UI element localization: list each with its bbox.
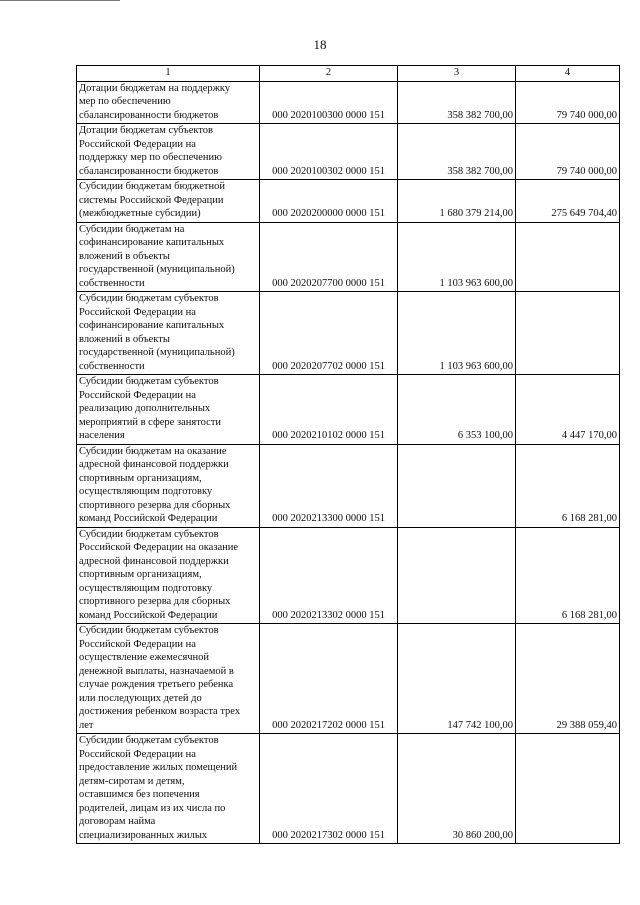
- row-code: 000 2020200000 0000 151: [260, 180, 398, 223]
- row-name: Субсидии бюджетам субъектов Российской Федерации на оказание адресной финансовой поддержки спортивным организациям, осуществляющим подготовку спортивного резерва для сборных команд Российской Федерации: [79, 528, 239, 621]
- row-value-col3: [398, 444, 516, 527]
- page-number: 18: [313, 37, 327, 52]
- row-name-cell: [77, 124, 260, 180]
- header-row: [77, 66, 620, 82]
- row-value-col4: 79 740 000,00: [516, 81, 620, 124]
- header-col-3: 3: [398, 66, 516, 82]
- row-code: 000 2020217202 0000 151: [260, 624, 398, 734]
- row-value-col4: 79 740 000,00: [516, 124, 620, 180]
- row-value-col3: [398, 527, 516, 624]
- header-col-4: 4: [516, 66, 620, 82]
- row-value-col3: 358 382 700,00: [398, 124, 516, 180]
- row-name-cell: [77, 624, 260, 734]
- table-row: [77, 375, 620, 445]
- row-name-cell: [77, 444, 260, 527]
- row-code: 000 2020207700 0000 151: [260, 222, 398, 292]
- row-code: 000 2020100300 0000 151: [260, 81, 398, 124]
- row-name: Дотации бюджетам субъектов Российской Федерации на поддержку мер по обеспечению сбалансированности бюджетов: [79, 125, 222, 177]
- row-value-col4: [516, 734, 620, 844]
- table-row: [77, 222, 620, 292]
- header-col-2: 2: [260, 66, 398, 82]
- row-code: 000 2020210102 0000 151: [260, 375, 398, 445]
- row-name-cell: [77, 527, 260, 624]
- table-row: [77, 81, 620, 124]
- row-value-col3: 147 742 100,00: [398, 624, 516, 734]
- row-value-col3: 30 860 200,00: [398, 734, 516, 844]
- row-code: 000 2020217302 0000 151: [260, 734, 398, 844]
- row-value-col4: [516, 292, 620, 375]
- row-code: 000 2020207702 0000 151: [260, 292, 398, 375]
- row-name: Субсидии бюджетам бюджетной системы Российской Федерации (межбюджетные субсидии): [79, 181, 225, 219]
- table-row: [77, 624, 620, 734]
- table-row: [77, 734, 620, 844]
- table-row: [77, 527, 620, 624]
- header-col-1: 1: [77, 66, 260, 82]
- row-value-col3: 358 382 700,00: [398, 81, 516, 124]
- row-code: 000 2020213300 0000 151: [260, 444, 398, 527]
- budget-table: [76, 65, 620, 844]
- row-name: Субсидии бюджетам субъектов Российской Федерации на реализацию дополнительных мероприятий в сфере занятости населения: [79, 376, 222, 441]
- row-name: Субсидии бюджетам субъектов Российской Федерации на осуществление ежемесячной денежной выплаты, назначаемой в случае рождения третьего ребенка или последующих детей до достижения ребенком возраста трех лет: [79, 625, 241, 731]
- row-name: Субсидии бюджетам субъектов Российской Федерации на предоставление жилых помещений детям-сиротам и детям, оставшимся без попечения родителей, лицам из их числа по договорам найма специализированных жилых: [79, 735, 238, 841]
- row-value-col4: 275 649 704,40: [516, 180, 620, 223]
- row-value-col3: 1 103 963 600,00: [398, 292, 516, 375]
- table-row: [77, 292, 620, 375]
- row-name-cell: [77, 292, 260, 375]
- row-name: Субсидии бюджетам на оказание адресной финансовой поддержки спортивным организациям, осуществляющим подготовку спортивного резерва для сборных команд Российской Федерации: [79, 445, 231, 524]
- row-name: Субсидии бюджетам на софинансирование капитальных вложений в объекты государственной (муниципальной) собственности: [79, 223, 235, 289]
- row-name-cell: [77, 222, 260, 292]
- table-row: [77, 444, 620, 527]
- row-code: 000 2020213302 0000 151: [260, 527, 398, 624]
- row-code: 000 2020100302 0000 151: [260, 124, 398, 180]
- table-row: [77, 180, 620, 223]
- row-name-cell: [77, 81, 260, 124]
- row-name-cell: [77, 180, 260, 223]
- row-value-col4: 6 168 281,00: [516, 527, 620, 624]
- row-value-col3: 6 353 100,00: [398, 375, 516, 445]
- row-value-col4: [516, 222, 620, 292]
- row-name: Дотации бюджетам на поддержку мер по обеспечению сбалансированности бюджетов: [79, 82, 231, 121]
- row-value-col3: 1 103 963 600,00: [398, 222, 516, 292]
- row-value-col3: 1 680 379 214,00: [398, 180, 516, 223]
- table-header: [77, 66, 620, 82]
- table-row: [77, 124, 620, 180]
- row-name-cell: [77, 375, 260, 445]
- scan-edge-mark: [0, 0, 120, 7]
- row-name: Субсидии бюджетам субъектов Российской Федерации на софинансирование капитальных вложений в объекты государственной (муниципальной) собственности: [79, 293, 235, 372]
- row-value-col4: 6 168 281,00: [516, 444, 620, 527]
- row-value-col4: 4 447 170,00: [516, 375, 620, 445]
- row-value-col4: 29 388 059,40: [516, 624, 620, 734]
- row-name-cell: [77, 734, 260, 844]
- table-body: [77, 81, 620, 844]
